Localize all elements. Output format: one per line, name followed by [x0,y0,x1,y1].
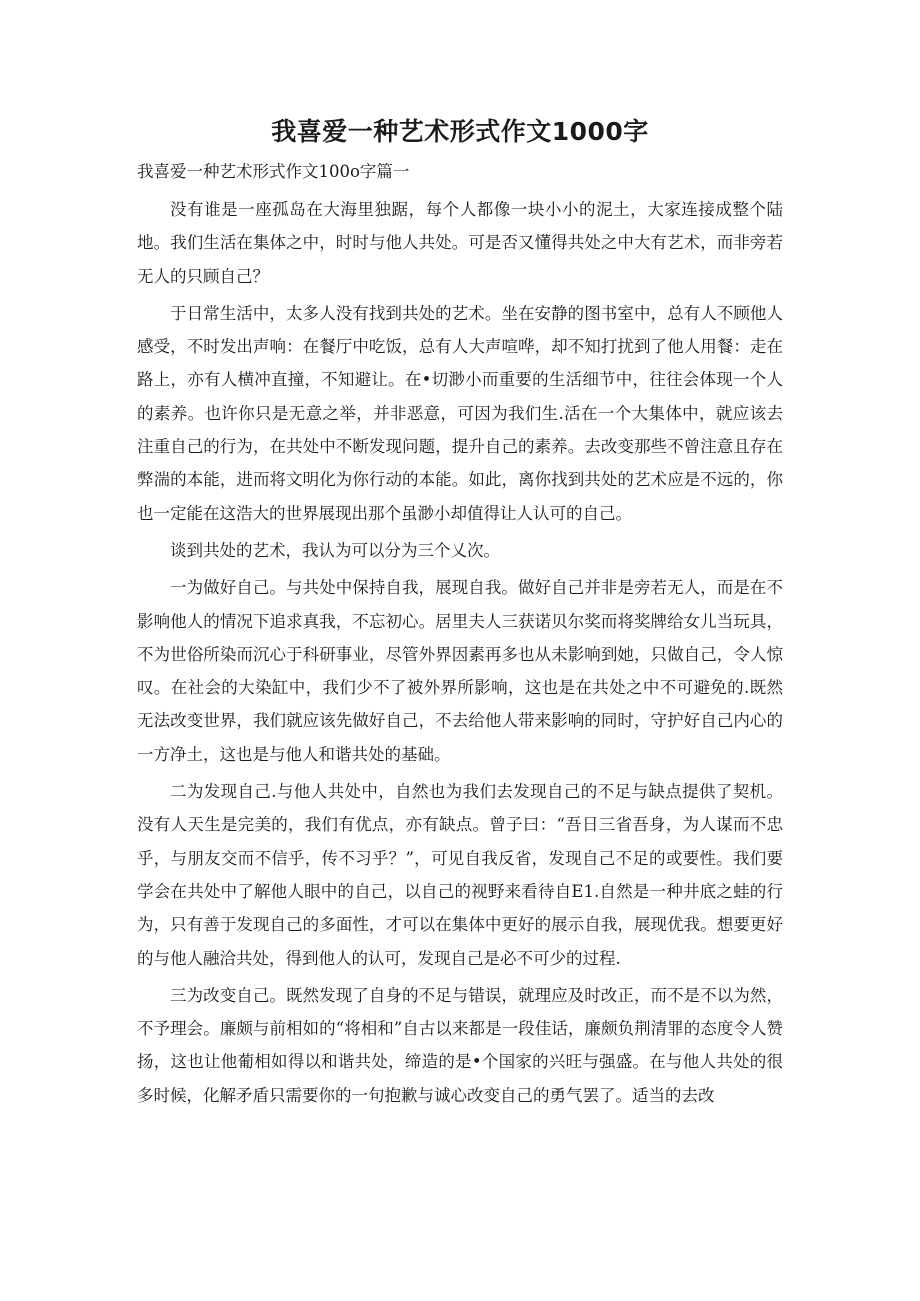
paragraph-1: 没有谁是一座孤岛在大海里独踞，每个人都像一块小小的泥土，大家连接成整个陆地。我们生活在集体之中，时时与他人共处。可是否又懂得共处之中大有艺术，而非旁若无人的只顾自己？ [137,200,783,286]
paragraph-3: 谈到共处的艺术，我认为可以分为三个乂次。 [170,540,500,560]
document-subtitle: 我喜爱一种艺术形式作文100o字篇一 [137,162,410,181]
paragraph-2: 于日常生活中，太多人没有找到共处的艺术。坐在安静的图书室中，总有人不顾他人感受，不时发出声响：在餐厅中吃饭，总有人大声喧哗，却不知打扰到了他人用餐：走在路上，亦有人横冲直撞，不知避让。在•切渺小而重要的生活细节中，往往会体现一个人的素养。也许你只是无意之举，并非恶意，可因为我们生.活在一个大集体中，就应该去注重自己的行为，在共处中不断发现问题，提升自己的素养。去改变那些不曾注意且存在弊湍的本能，进而将文明化为你行动的本能。如此，离你找到共处的艺术应是不远的，你也一定能在这浩大的世界展现出那个虽渺小却值得让人认可的自己。 [137,303,783,523]
paragraph-6: 三为改变自己。既然发现了自身的不足与错误，就理应及时改正，而不是不以为然，不予理会。廉颇与前相如的“将相和”自古以来都是一段佳话，廉颇负荆清罪的态度令人赞扬，这也让他葡相如得以和谐共处，缔造的是•个国家的兴旺与强盛。在与他人共处的很多时候，化解矛盾只需要你的一句抱歉与诚心改变自己的勇气罢了。适当的去改 [137,985,783,1105]
document-body [137,193,783,1116]
paragraph-4: 一为做好自己。与共处中保持自我，展现自我。做好自己并非是旁若无人，而是在不影响他人的情况下追求真我，不忘初心。居里夫人三获诺贝尔奖而将奖牌给女儿当玩具，不为世俗所染而沉心于科研事业，尽管外界因素再多也从未影响到她，只做自己，令人惊叹。在社会的大染缸中，我们少不了被外界所影响，这也是在共处之中不可避免的.既然无法改变世界，我们就应该先做好自己，不去给他人带来影响的同时，守护好自己内心的一方净土，这也是与他人和谐共处的基础。 [137,578,783,764]
document-title: 我喜爱一种艺术形式作文1000字 [271,117,649,146]
paragraph-5: 二为发现自己.与他人共处中，自然也为我们去发现自己的不足与缺点提供了契机。没有人天生是完美的，我们有优点，亦有缺点。曾子曰：“吾日三省吾身，为人谋而不忠乎，与朋友交而不信乎，传不习乎？”，可见自我反省，发现自己不足的或要性。我们要学会在共处中了解他人眼中的自己，以自己的视野来看待自E1.自然是一种井底之蛙的行为，只有善于发现自己的多面性，才可以在集体中更好的展示自我，展现优我。想要更好的与他人融洽共处，得到他人的认可，发现自己是必不可少的过程. [137,782,783,968]
